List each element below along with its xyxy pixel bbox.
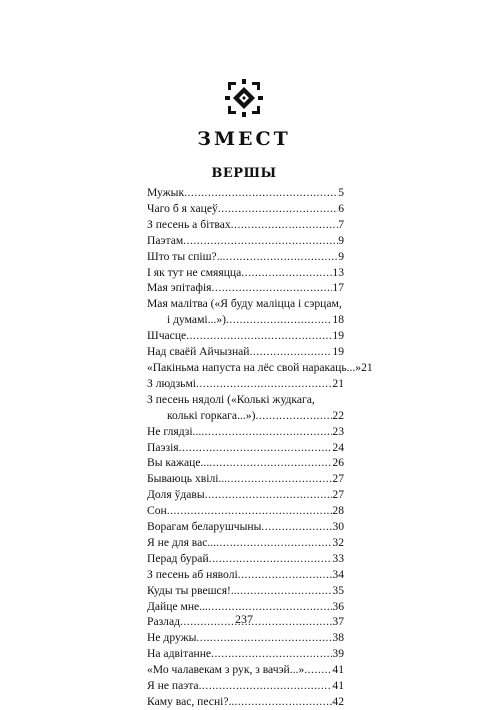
toc-entry-page: 18 <box>332 313 344 327</box>
toc-entry-page: 21 <box>361 360 373 374</box>
toc-entry[interactable] <box>147 471 344 487</box>
toc-entry-title: Паэзія <box>147 440 179 454</box>
toc-entry[interactable] <box>147 201 344 217</box>
toc-entry-title: «Мо чалавекам з рук, з вачэй...» <box>147 663 305 677</box>
toc-entry-title: Каму вас, песні?.. <box>147 695 235 708</box>
toc-entry[interactable] <box>147 360 373 376</box>
toc-entry-page: 13 <box>332 265 344 279</box>
toc-entry-title: На адвітанне <box>147 647 212 661</box>
toc-entry-title: Сон <box>147 504 167 518</box>
toc-entry-page: 38 <box>332 631 344 645</box>
toc-entry[interactable] <box>147 376 344 392</box>
toc-entry-page: 23 <box>332 424 344 438</box>
toc-entry-page: 5 <box>338 186 344 199</box>
toc-entry-title: Разлад <box>147 615 181 629</box>
toc-entry-title: Мая малітва («Я буду маліцца і сэрцам, <box>147 297 342 311</box>
toc-entry[interactable] <box>147 567 344 583</box>
toc-entry-title: Я не для вас... <box>147 535 217 549</box>
toc-entry[interactable] <box>147 344 344 360</box>
toc-entry-page: 33 <box>332 551 344 565</box>
toc-entry-page: 34 <box>332 567 344 581</box>
toc-entry[interactable] <box>147 503 344 519</box>
toc-entry-title: Мужык <box>147 186 185 199</box>
toc-entry-title: Чаго б я хацеў <box>147 201 218 215</box>
toc-entry-title: Не дружы <box>147 631 197 645</box>
toc-entry-page: 19 <box>332 329 344 343</box>
toc-entry-page: 32 <box>332 535 344 549</box>
table-of-contents <box>147 185 373 710</box>
toc-entry[interactable] <box>147 280 344 296</box>
page-title: ЗМЕСТ <box>197 128 291 150</box>
toc-entry-title: Вы кажаце... <box>147 456 210 470</box>
toc-entry[interactable] <box>147 535 344 551</box>
toc-entry-page: 35 <box>332 583 344 597</box>
toc-entry-title: Паэтам <box>147 233 184 247</box>
toc-entry-title: З людзьмі <box>147 376 197 390</box>
toc-entry[interactable] <box>147 455 344 471</box>
toc-entry-page: 26 <box>332 456 344 470</box>
toc-entry[interactable] <box>147 694 344 710</box>
toc-entry-title: І як тут не смяяцца <box>147 265 242 279</box>
toc-entry[interactable] <box>147 265 344 281</box>
toc-entry[interactable] <box>147 583 344 599</box>
toc-entry[interactable] <box>147 662 344 678</box>
toc-entry-title: Бываюць хвілі... <box>147 472 228 486</box>
toc-entry-title: З песень нядолі («Колькі жудкага, <box>147 392 315 406</box>
toc-entry-page: 37 <box>332 615 344 629</box>
toc-entry-page: 41 <box>332 663 344 677</box>
toc-entry-multiline[interactable] <box>147 392 344 424</box>
toc-entry-title-continued: колькі горкага...») <box>167 408 256 422</box>
toc-entry-multiline[interactable] <box>147 296 344 328</box>
toc-entry-title: Шчасце <box>147 329 187 343</box>
toc-entry-title-continued: і думамі...») <box>167 313 226 327</box>
toc-entry[interactable] <box>147 185 344 201</box>
toc-entry-page: 6 <box>338 201 344 215</box>
toc-entry[interactable] <box>147 487 344 503</box>
toc-entry[interactable] <box>147 249 344 265</box>
toc-entry-page: 17 <box>332 281 344 295</box>
toc-entry[interactable] <box>147 630 344 646</box>
toc-entry-title: Перад бурай <box>147 551 209 565</box>
toc-entry-page: 36 <box>332 599 344 613</box>
toc-entry-title: «Пакіньма напуста на лёс свой наракаць...» <box>147 360 362 374</box>
toc-entry-page: 28 <box>332 504 344 518</box>
toc-entry-page: 7 <box>338 217 344 231</box>
toc-entry-title: З песень а бітвах <box>147 217 231 231</box>
toc-entry[interactable] <box>147 646 344 662</box>
toc-entry[interactable] <box>147 440 344 456</box>
toc-entry-page: 24 <box>332 440 344 454</box>
toc-entry[interactable] <box>147 328 344 344</box>
toc-entry[interactable] <box>147 551 344 567</box>
toc-entry-page: 39 <box>332 647 344 661</box>
toc-entry-page: 19 <box>332 345 344 359</box>
section-heading: ВЕРШЫ <box>211 166 277 181</box>
toc-entry-title: Не глядзі... <box>147 424 202 438</box>
toc-entry-page: 9 <box>338 233 344 247</box>
toc-entry-title: Што ты спіш?.. <box>147 249 223 263</box>
toc-entry-title: Я не паэта <box>147 679 199 693</box>
toc-entry-title: Доля ўдавы <box>147 488 205 502</box>
toc-entry-page: 30 <box>332 520 344 534</box>
toc-entry-page: 41 <box>332 679 344 693</box>
toc-entry-title: Над сваёй Айчызнай <box>147 345 250 359</box>
toc-entry-page: 21 <box>332 376 344 390</box>
page-number: 237 <box>235 612 253 626</box>
toc-entry-page: 22 <box>332 408 344 422</box>
toc-entry[interactable] <box>147 424 344 440</box>
toc-entry-page: 27 <box>332 488 344 502</box>
toc-entry-page: 27 <box>332 472 344 486</box>
toc-entry-title: Ворагам беларушчыны <box>147 520 262 534</box>
toc-entry-title: Мая эпітафія <box>147 281 212 295</box>
toc-entry[interactable] <box>147 519 344 535</box>
toc-entry-title: Куды ты рвешся!.. <box>147 583 237 597</box>
toc-entry[interactable] <box>147 217 344 233</box>
toc-entry-page: 9 <box>338 249 344 263</box>
toc-entry[interactable] <box>147 233 344 249</box>
folk-ornament-icon <box>224 78 264 118</box>
toc-entry-title: Дайце мне... <box>147 599 208 613</box>
toc-entry-page: 42 <box>332 695 344 708</box>
toc-entry-title: З песень аб няволі <box>147 567 238 581</box>
toc-entry[interactable] <box>147 678 344 694</box>
